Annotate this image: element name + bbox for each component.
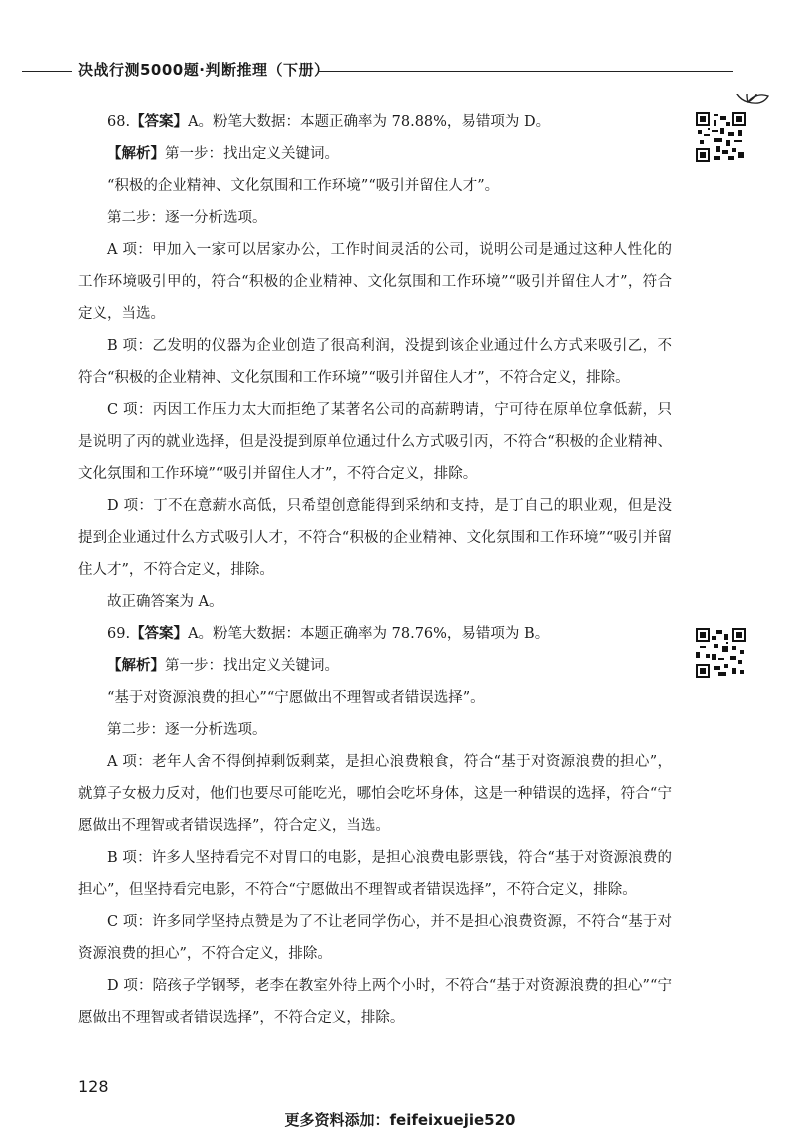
q68-option-b: B 项：乙发明的仪器为企业创造了很高利润，没提到该企业通过什么方式来吸引乙，不符合“积极的企业精神、文化氛围和工作环境”“吸引并留住人才”，不符合定义，排除。	[78, 338, 672, 386]
running-header	[0, 56, 800, 84]
q69-answer-tag: 【答案】	[130, 625, 189, 642]
header-title: 决战行测5000题·判断推理（下册）	[78, 61, 330, 79]
q69-answer-heading	[78, 618, 672, 650]
header-rule-right	[318, 71, 733, 72]
q69-option-b: B 项：许多人坚持看完不对胃口的电影，是担心浪费电影票钱，符合“基于对资源浪费的担心”，但坚持看完电影，不符合“宁愿做出不理智或者错误选择”，不符合定义，排除。	[78, 850, 672, 898]
q68-step2: 第二步：逐一分析选项。	[107, 210, 267, 226]
q68-analysis-heading	[78, 138, 672, 170]
answer-explanations	[78, 106, 672, 1034]
q69-analysis-step1: 第一步：找出定义关键词。	[165, 658, 339, 674]
q68-analysis-step1: 第一步：找出定义关键词。	[165, 146, 339, 162]
qr-code-icon	[696, 628, 746, 678]
q68-answer-text: A。粉笔大数据：本题正确率为 78.88%，易错项为 D。	[188, 114, 551, 130]
q68-keywords: “积极的企业精神、文化氛围和工作环境”“吸引并留住人才”。	[107, 178, 500, 194]
q69-step2: 第二步：逐一分析选项。	[107, 722, 267, 738]
q68-answer-tag: 【答案】	[130, 113, 189, 130]
q69-analysis-heading	[78, 650, 672, 682]
q68-option-c: C 项：丙因工作压力太大而拒绝了某著名公司的高薪聘请，宁可待在原单位拿低薪，只是说明了丙的就业选择，但是没提到原单位通过什么方式吸引丙，不符合“积极的企业精神、文化氛围和工作环境”“吸引并留住人才”，不符合定义，排除。	[78, 402, 672, 482]
footer-note: 更多资料添加：feifeixuejie520	[284, 1111, 516, 1129]
qr-code-icon	[696, 112, 746, 162]
page-number: 128	[78, 1077, 109, 1096]
q69-option-d: D 项：陪孩子学钢琴，老李在教室外待上两个小时，不符合“基于对资源浪费的担心”“宁愿做出不理智或者错误选择”，不符合定义，排除。	[78, 978, 672, 1026]
q68-option-a: A 项：甲加入一家可以居家办公，工作时间灵活的公司，说明公司是通过这种人性化的工作环境吸引甲的，符合“积极的企业精神、文化氛围和工作环境”“吸引并留住人才”，符合定义，当选。	[78, 242, 672, 322]
q69-option-c: C 项：许多同学坚持点赞是为了不让老同学伤心，并不是担心浪费资源，不符合“基于对资源浪费的担心”，不符合定义，排除。	[78, 914, 672, 962]
q69-option-a: A 项：老年人舍不得倒掉剩饭剩菜，是担心浪费粮食，符合“基于对资源浪费的担心”，就算子女极力反对，他们也要尽可能吃光，哪怕会吃坏身体，这是一种错误的选择，符合“宁愿做出不理智或者错误选择”，符合定义，当选。	[78, 754, 672, 834]
q69-number: 69.	[107, 626, 131, 642]
q69-analysis-tag: 【解析】	[107, 657, 165, 674]
q68-option-d: D 项：丁不在意薪水高低，只希望创意能得到采纳和支持，是丁自己的职业观，但是没提到企业通过什么方式吸引人才，不符合“积极的企业精神、文化氛围和工作环境”“吸引并留住人才”，不符合定义，排除。	[78, 498, 672, 578]
q68-conclusion: 故正确答案为 A。	[107, 594, 224, 610]
q68-answer-heading	[78, 106, 672, 138]
q69-keywords: “基于对资源浪费的担心”“宁愿做出不理智或者错误选择”。	[107, 690, 485, 706]
q68-number: 68.	[107, 114, 131, 130]
q68-analysis-tag: 【解析】	[107, 145, 165, 162]
header-rule-left	[22, 71, 72, 72]
q69-answer-text: A。粉笔大数据：本题正确率为 78.76%，易错项为 B。	[188, 626, 550, 642]
